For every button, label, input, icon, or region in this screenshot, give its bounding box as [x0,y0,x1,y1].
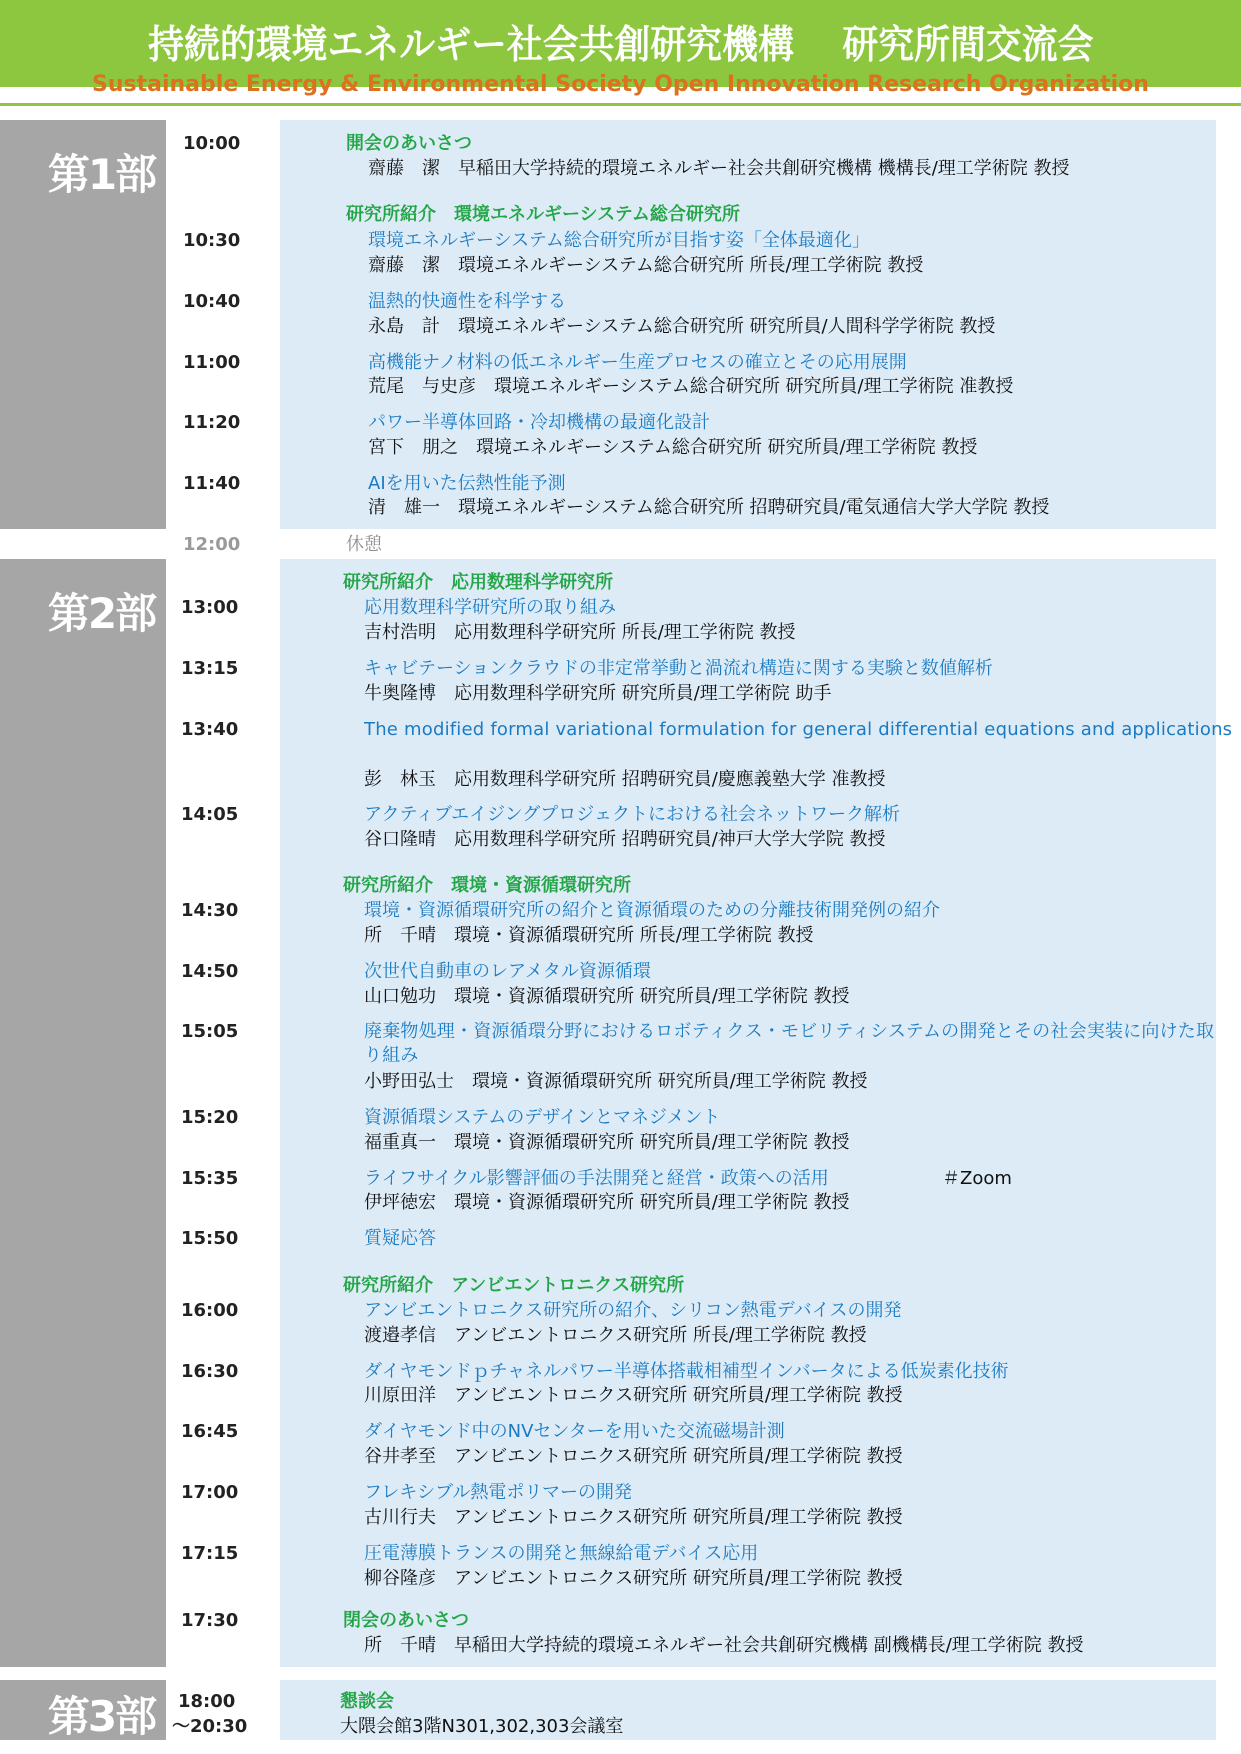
talk-time: 13:00 [181,597,239,618]
talk-title: キャビテーションクラウドの非定常挙動と渦流れ構造に関する実験と数値解析 [364,658,993,679]
break-label: 休憩 [346,534,382,555]
talk-title: ライフサイクル影響評価の手法開発と経営・政策への活用 [364,1168,829,1189]
talk-speaker: 伊坪徳宏 環境・資源循環研究所 研究所員/理工学術院 教授 [364,1192,850,1213]
talk-speaker: 吉村浩明 応用数理科学研究所 所長/理工学術院 教授 [364,622,796,643]
break-time: 12:00 [183,534,241,555]
talk-speaker: 山口勉功 環境・資源循環研究所 研究所員/理工学術院 教授 [364,986,850,1007]
talk-time: 10:40 [183,291,241,312]
reception-venue: 大隈会館3階N301,302,303会議室 [340,1716,624,1737]
closing-heading: 閉会のあいさつ [343,1610,469,1631]
section-heading-ambientronics: 研究所紹介 アンビエントロニクス研究所 [343,1275,685,1296]
talk-time: 17:15 [181,1543,239,1564]
talk-speaker: 柳谷隆彦 アンビエントロニクス研究所 研究所員/理工学術院 教授 [364,1568,903,1589]
talk-time: 17:00 [181,1482,239,1503]
talk-speaker: 牛奥隆博 応用数理科学研究所 研究所員/理工学術院 助手 [364,683,832,704]
part3-label: 第3部 [47,1692,156,1741]
opening-heading: 開会のあいさつ [346,133,472,154]
talk-title: 環境・資源循環研究所の紹介と資源循環のための分離技術開発例の紹介 [364,900,940,921]
talk-title: 資源循環システムのデザインとマネジメント [364,1107,721,1128]
talk-time: 11:20 [183,412,241,433]
talk-title: アクティブエイジングプロジェクトにおける社会ネットワーク解析 [364,804,900,825]
time-end: ～20:30 [172,1716,248,1737]
talk-speaker: 谷井孝至 アンビエントロニクス研究所 研究所員/理工学術院 教授 [364,1446,903,1467]
header-divider [0,103,1241,106]
page-title-text: 持続的環境エネルギー社会共創研究機構 研究所間交流会 [147,22,1094,68]
page-title [0,14,1241,70]
talk-speaker: 小野田弘士 環境・資源循環研究所 研究所員/理工学術院 教授 [364,1071,868,1092]
talk-title: 次世代自動車のレアメタル資源循環 [364,961,651,982]
talk-speaker: 谷口隆晴 応用数理科学研究所 招聘研究員/神戸大学大学院 教授 [364,829,886,850]
part1-label: 第1部 [47,150,156,199]
part2-band [0,559,166,1667]
talk-title: パワー半導体回路・冷却機構の最適化設計 [368,412,710,433]
talk-time: 15:35 [181,1168,239,1189]
talk-title: 環境エネルギーシステム総合研究所が目指す姿「全体最適化」 [368,230,870,251]
section-heading-applied-math: 研究所紹介 応用数理科学研究所 [343,572,613,593]
talk-speaker: 彭 林玉 応用数理科学研究所 招聘研究員/慶應義塾大学 准教授 [364,769,886,790]
talk-speaker: 齋藤 潔 環境エネルギーシステム総合研究所 所長/理工学術院 教授 [368,255,924,276]
talk-time: 16:45 [181,1421,239,1442]
talk-speaker: 宮下 朋之 環境エネルギーシステム総合研究所 研究所員/理工学術院 教授 [368,437,978,458]
talk-title: 応用数理科学研究所の取り組み [364,597,616,618]
talk-speaker: 所 千晴 環境・資源循環研究所 所長/理工学術院 教授 [364,925,814,946]
opening-speaker: 齋藤 潔 早稲田大学持続的環境エネルギー社会共創研究機構 機構長/理工学術院 教授 [368,158,1070,179]
talk-speaker: 清 雄一 環境エネルギーシステム総合研究所 招聘研究員/電気通信大学大学院 教授 [368,497,1050,518]
talk-time: 13:15 [181,658,239,679]
time-opening: 10:00 [183,133,241,154]
talk-title: 温熱的快適性を科学する [368,291,566,312]
talk-speaker: 渡邉孝信 アンビエントロニクス研究所 所長/理工学術院 教授 [364,1325,867,1346]
closing-speaker: 所 千晴 早稲田大学持続的環境エネルギー社会共創研究機構 副機構長/理工学術院 教授 [364,1635,1084,1656]
time-start: 18:00 [178,1691,236,1712]
section-heading-env-energy: 研究所紹介 環境エネルギーシステム総合研究所 [346,204,740,225]
talk-time: 11:00 [183,352,241,373]
talk-title: 圧電薄膜トランスの開発と無線給電デバイス応用 [364,1543,759,1564]
zoom-note: ＃Zoom [942,1168,1012,1189]
talk-speaker: 荒尾 与史彦 環境エネルギーシステム総合研究所 研究所員/理工学術院 准教授 [368,376,1014,397]
talk-time: 10:30 [183,230,241,251]
talk-time: 13:40 [181,719,239,740]
talk-title: 高機能ナノ材料の低エネルギー生産プロセスの確立とその応用展開 [368,352,907,373]
talk-time: 11:40 [183,473,241,494]
talk-time: 15:20 [181,1107,239,1128]
talk-time: 14:50 [181,961,239,982]
talk-speaker: 福重真一 環境・資源循環研究所 研究所員/理工学術院 教授 [364,1132,850,1153]
talk-title: アンビエントロニクス研究所の紹介、シリコン熱電デバイスの開発 [364,1300,902,1321]
talk-time: 16:30 [181,1361,239,1382]
reception-heading: 懇談会 [340,1691,394,1712]
section-heading-resource-cycle: 研究所紹介 環境・資源循環研究所 [343,875,631,896]
talk-title: フレキシブル熱電ポリマーの開発 [364,1482,633,1503]
part2-label: 第2部 [47,589,156,638]
talk-title: ダイヤモンドｐチャネルパワー半導体搭載相補型インバータによる低炭素化技術 [364,1361,1009,1382]
talk-title: ダイヤモンド中のNVセンターを用いた交流磁場計測 [364,1421,785,1442]
talk-speaker: 川原田洋 アンビエントロニクス研究所 研究所員/理工学術院 教授 [364,1385,903,1406]
talk-time: 15:05 [181,1021,239,1042]
page-subtitle: Sustainable Energy & Environmental Society Open Innovation Research Organization [92,72,1149,97]
qa-title: 質疑応答 [364,1228,436,1249]
talk-time: 14:30 [181,900,239,921]
talk-speaker: 永島 計 環境エネルギーシステム総合研究所 研究所員/人間科学学術院 教授 [368,316,996,337]
talk-time: 14:05 [181,804,239,825]
talk-title: 廃棄物処理・資源循環分野におけるロボティクス・モビリティシステムの開発とその社会実装に向けた取り組み [364,1021,1215,1066]
time-closing: 17:30 [181,1610,239,1631]
talk-title: The modified formal variational formulation for general differential equations and applications [364,719,1233,740]
talk-time: 15:50 [181,1228,239,1249]
talk-title: AIを用いた伝熱性能予測 [368,473,566,494]
talk-speaker: 古川行夫 アンビエントロニクス研究所 研究所員/理工学術院 教授 [364,1507,903,1528]
talk-time: 16:00 [181,1300,239,1321]
